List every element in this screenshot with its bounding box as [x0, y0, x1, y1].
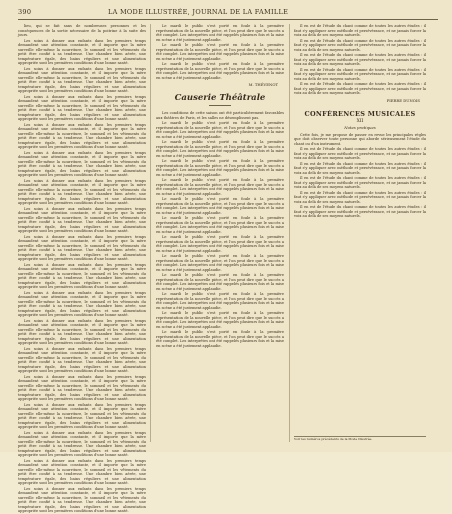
- paragraph: Le mardi le public s'est porté en foule à la première représentation de la nouvelle pièce, et l'on peut dire que le succès a été complet. Les interprètes ont été rappelés plusieurs fois et la mise en scène a été justement applaudie.: [156, 178, 284, 196]
- paragraph: Les soins à donner aux enfants dans les premiers temps demandent une attention constante, et il importe que la mère surveille elle-même la nourriture, le sommeil et les vêtements du petit être confié à sa tendresse. Une chambre bien aérée, une température égale, des bains réguliers et une alimentation appropriée sont les premières conditions d'une bonne santé.: [18, 150, 146, 177]
- paragraph: Les soins à donner aux enfants dans les premiers temps demandent une attention constante, et il importe que la mère surveille elle-même la nourriture, le sommeil et les vêtements du petit être confié à sa tendresse. Une chambre bien aérée, une température égale, des bains réguliers et une alimentation appropriée sont les premières conditions d'une bonne santé.: [18, 430, 146, 457]
- page-number: 390: [18, 8, 32, 16]
- section-title: CONFÉRENCES MUSICALES: [304, 109, 416, 118]
- paragraph: Il en est de l'étude du chant comme de toutes les autres études : il faut s'y appliquer avec méthode et persévérance, et ne jamais forcer la voix au delà de ses moyens naturels.: [294, 205, 426, 218]
- title-rule: [209, 105, 231, 106]
- paragraph: Le mardi le public s'est porté en foule à la première représentation de la nouvelle pièce, et l'on peut dire que le succès a été complet. Les interprètes ont été rappelés plusieurs fois et la mise en scène a été justement applaudie.: [156, 159, 284, 177]
- paragraph: Il en est de l'étude du chant comme de toutes les autres études : il faut s'y appliquer avec méthode et persévérance, et ne jamais forcer la voix au delà de ses moyens naturels.: [294, 67, 426, 81]
- paragraph: Il en est de l'étude du chant comme de toutes les autres études : il faut s'y appliquer avec méthode et persévérance, et ne jamais forcer la voix au delà de ses moyens naturels.: [294, 53, 426, 66]
- paragraph: Les soins à donner aux enfants dans les premiers temps demandent une attention constante, et il importe que la mère surveille elle-même la nourriture, le sommeil et les vêtements du petit être confié à sa tendresse. Une chambre bien aérée, une température égale, des bains réguliers et une alimentation appropriée sont les premières conditions d'une bonne santé.: [18, 290, 146, 317]
- paragraph: Il en est de l'étude du chant comme de toutes les autres études : il faut s'y appliquer avec méthode et persévérance, et ne jamais forcer la voix au delà de ses moyens naturels.: [294, 190, 426, 204]
- paragraph: Le mardi le public s'est porté en foule à la première représentation de la nouvelle pièce, et l'on peut dire que le succès a été complet. Les interprètes ont été rappelés plusieurs fois et la mise en scène a été justement applaudie.: [156, 62, 284, 80]
- paragraph: Le mardi le public s'est porté en foule à la première représentation de la nouvelle pièce, et l'on peut dire que le succès a été complet. Les interprètes ont été rappelés plusieurs fois et la mise en scène a été justement applaudie.: [156, 43, 284, 61]
- paragraph: Les soins à donner aux enfants dans les premiers temps demandent une attention constante, et il importe que la mère surveille elle-même la nourriture, le sommeil et les vêtements du petit être confié à sa tendresse. Une chambre bien aérée, une température égale, des bains réguliers et une alimentation appropriée sont les premières conditions d'une bonne santé.: [18, 66, 146, 93]
- paragraph: Il en est de l'étude du chant comme de toutes les autres études : il faut s'y appliquer avec méthode et persévérance, et ne jamais forcer la voix au delà de ses moyens naturels.: [294, 38, 426, 52]
- paragraph: Il en est de l'étude du chant comme de toutes les autres études : il faut s'y appliquer avec méthode et persévérance, et ne jamais forcer la voix au delà de ses moyens naturels.: [294, 161, 426, 175]
- paragraph: Il en est de l'étude du chant comme de toutes les autres études : il faut s'y appliquer avec méthode et persévérance, et ne jamais forcer la voix au delà de ses moyens naturels.: [294, 147, 426, 160]
- paragraph: Le mardi le public s'est porté en foule à la première représentation de la nouvelle pièce, et l'on peut dire que le succès a été complet. Les interprètes ont été rappelés plusieurs fois et la mise en scène a été justement applaudie.: [156, 235, 284, 253]
- column-left: [18, 24, 146, 513]
- paragraph: Il en est de l'étude du chant comme de toutes les autres études : il faut s'y appliquer avec méthode et persévérance, et ne jamais forcer la voix au delà de ses moyens naturels.: [294, 176, 426, 189]
- running-title: LA MODE ILLUSTRÉE, JOURNAL DE LA FAMILLE: [108, 8, 289, 16]
- footnote: Voir les numéros précédents de la Mode Illustrée.: [294, 436, 426, 442]
- body-text: [156, 24, 284, 80]
- paragraph: Les soins à donner aux enfants dans les premiers temps demandent une attention constante, et il importe que la mère surveille elle-même la nourriture, le sommeil et les vêtements du petit être confié à sa tendresse. Une chambre bien aérée, une température égale, des bains réguliers et une alimentation appropriée sont les premières conditions d'une bonne santé.: [18, 374, 146, 401]
- body-text: [294, 24, 426, 96]
- section-subtitle: Notes pratiques: [344, 124, 376, 130]
- column-right: [294, 24, 426, 442]
- paragraph: Les soins à donner aux enfants dans les premiers temps demandent une attention constante, et il importe que la mère surveille elle-même la nourriture, le sommeil et les vêtements du petit être confié à sa tendresse. Une chambre bien aérée, une température égale, des bains réguliers et une alimentation appropriée sont les premières conditions d'une bonne santé.: [18, 458, 146, 485]
- paragraph: Les soins à donner aux enfants dans les premiers temps demandent une attention constante, et il importe que la mère surveille elle-même la nourriture, le sommeil et les vêtements du petit être confié à sa tendresse. Une chambre bien aérée, une température égale, des bains réguliers et une alimentation appropriée sont les premières conditions d'une bonne santé.: [18, 94, 146, 121]
- paragraph: Les soins à donner aux enfants dans les premiers temps demandent une attention constante, et il importe que la mère surveille elle-même la nourriture, le sommeil et les vêtements du petit être confié à sa tendresse. Une chambre bien aérée, une température égale, des bains réguliers et une alimentation appropriée sont les premières conditions d'une bonne santé.: [18, 38, 146, 65]
- paragraph: Le mardi le public s'est porté en foule à la première représentation de la nouvelle pièce, et l'on peut dire que le succès a été complet. Les interprètes ont été rappelés plusieurs fois et la mise en scène a été justement applaudie.: [156, 140, 284, 158]
- paragraph: Les soins à donner aux enfants dans les premiers temps demandent une attention constante, et il importe que la mère surveille elle-même la nourriture, le sommeil et les vêtements du petit être confié à sa tendresse. Une chambre bien aérée, une température égale, des bains réguliers et une alimentation appropriée sont les premières conditions d'une bonne santé.: [18, 122, 146, 149]
- body-text: [294, 133, 426, 219]
- author-signature-2: PIERRE DUNOIS: [386, 97, 420, 103]
- paragraph: Le mardi le public s'est porté en foule à la première représentation de la nouvelle pièce, et l'on peut dire que le succès a été complet. Les interprètes ont été rappelés plusieurs fois et la mise en scène a été justement applaudie.: [156, 273, 284, 291]
- body-text: [156, 111, 284, 348]
- paragraph: Le mardi le public s'est porté en foule à la première représentation de la nouvelle pièce, et l'on peut dire que le succès a été complet. Les interprètes ont été rappelés plusieurs fois et la mise en scène a été justement applaudie.: [156, 24, 284, 42]
- column-divider: [150, 24, 151, 442]
- paragraph: Les soins à donner aux enfants dans les premiers temps demandent une attention constante, et il importe que la mère surveille elle-même la nourriture, le sommeil et les vêtements du petit être confié à sa tendresse. Une chambre bien aérée, une température égale, des bains réguliers et une alimentation appropriée sont les premières conditions d'une bonne santé.: [18, 402, 146, 429]
- paragraph: Le mardi le public s'est porté en foule à la première représentation de la nouvelle pièce, et l'on peut dire que le succès a été complet. Les interprètes ont été rappelés plusieurs fois et la mise en scène a été justement applaudie.: [156, 254, 284, 272]
- paragraph: Les soins à donner aux enfants dans les premiers temps demandent une attention constante, et il importe que la mère surveille elle-même la nourriture, le sommeil et les vêtements du petit être confié à sa tendresse. Une chambre bien aérée, une température égale, des bains réguliers et une alimentation appropriée sont les premières conditions d'une bonne santé.: [18, 346, 146, 373]
- paragraph: Les conditions de cette saison ont été particulièrement favorables aux théâtres de Paris, et les salles ne désemplissent pas.: [156, 111, 284, 120]
- paragraph: Le mardi le public s'est porté en foule à la première représentation de la nouvelle pièce, et l'on peut dire que le succès a été complet. Les interprètes ont été rappelés plusieurs fois et la mise en scène a été justement applaudie.: [156, 292, 284, 310]
- paragraph: Le mardi le public s'est porté en foule à la première représentation de la nouvelle pièce, et l'on peut dire que le succès a été complet. Les interprètes ont été rappelés plusieurs fois et la mise en scène a été justement applaudie.: [156, 311, 284, 329]
- body-text: [18, 24, 146, 514]
- paragraph: Les soins à donner aux enfants dans les premiers temps demandent une attention constante, et il importe que la mère surveille elle-même la nourriture, le sommeil et les vêtements du petit être confié à sa tendresse. Une chambre bien aérée, une température égale, des bains réguliers et une alimentation appropriée sont les premières conditions d'une bonne santé.: [18, 178, 146, 205]
- paragraph: Le mardi le public s'est porté en foule à la première représentation de la nouvelle pièce, et l'on peut dire que le succès a été complet. Les interprètes ont été rappelés plusieurs fois et la mise en scène a été justement applaudie.: [156, 330, 284, 348]
- paragraph: Les soins à donner aux enfants dans les premiers temps demandent une attention constante, et il importe que la mère surveille elle-même la nourriture, le sommeil et les vêtements du petit être confié à sa tendresse. Une chambre bien aérée, une température égale, des bains réguliers et une alimentation appropriée sont les premières conditions d'une bonne santé.: [18, 486, 146, 513]
- column-divider: [289, 24, 290, 442]
- paragraph: Le mardi le public s'est porté en foule à la première représentation de la nouvelle pièce, et l'on peut dire que le succès a été complet. Les interprètes ont été rappelés plusieurs fois et la mise en scène a été justement applaudie.: [156, 121, 284, 139]
- paragraph: Il en est de l'étude du chant comme de toutes les autres études : il faut s'y appliquer avec méthode et persévérance, et ne jamais forcer la voix au delà de ses moyens naturels.: [294, 82, 426, 95]
- paragraph: Les soins à donner aux enfants dans les premiers temps demandent une attention constante, et il importe que la mère surveille elle-même la nourriture, le sommeil et les vêtements du petit être confié à sa tendresse. Une chambre bien aérée, une température égale, des bains réguliers et une alimentation appropriée sont les premières conditions d'une bonne santé.: [18, 234, 146, 261]
- page-header: [18, 7, 438, 19]
- column-middle: [156, 24, 284, 442]
- author-signature: M. THÉVENOT: [248, 82, 278, 87]
- paragraph: Le mardi le public s'est porté en foule à la première représentation de la nouvelle pièce, et l'on peut dire que le succès a été complet. Les interprètes ont été rappelés plusieurs fois et la mise en scène a été justement applaudie.: [156, 216, 284, 234]
- article-title: Causerie Théâtrale: [174, 93, 266, 103]
- paragraph: Cette fois, je me propose de passer en revue les principales règles que doit observer toute personne qui aborde sérieusement l'étude du chant ou d'un instrument.: [294, 132, 426, 146]
- header-rule: [18, 19, 438, 20]
- paragraph: Il en est de l'étude du chant comme de toutes les autres études : il faut s'y appliquer avec méthode et persévérance, et ne jamais forcer la voix au delà de ses moyens naturels.: [294, 24, 426, 37]
- paragraph: Les soins à donner aux enfants dans les premiers temps demandent une attention constante, et il importe que la mère surveille elle-même la nourriture, le sommeil et les vêtements du petit être confié à sa tendresse. Une chambre bien aérée, une température égale, des bains réguliers et une alimentation appropriée sont les premières conditions d'une bonne santé.: [18, 206, 146, 233]
- paragraph: Les soins à donner aux enfants dans les premiers temps demandent une attention constante, et il importe que la mère surveille elle-même la nourriture, le sommeil et les vêtements du petit être confié à sa tendresse. Une chambre bien aérée, une température égale, des bains réguliers et une alimentation appropriée sont les premières conditions d'une bonne santé.: [18, 262, 146, 289]
- paragraph: Les soins à donner aux enfants dans les premiers temps demandent une attention constante, et il importe que la mère surveille elle-même la nourriture, le sommeil et les vêtements du petit être confié à sa tendresse. Une chambre bien aérée, une température égale, des bains réguliers et une alimentation appropriée sont les premières conditions d'une bonne santé.: [18, 318, 146, 345]
- paragraph: Le mardi le public s'est porté en foule à la première représentation de la nouvelle pièce, et l'on peut dire que le succès a été complet. Les interprètes ont été rappelés plusieurs fois et la mise en scène a été justement applaudie.: [156, 197, 284, 215]
- paragraph: lieu, qui se fait sans de nombreuses personnes et les conséquences de la sortie nécessaire de la poitrine à la suite des jours.: [18, 24, 146, 37]
- section-number: XII: [356, 118, 364, 124]
